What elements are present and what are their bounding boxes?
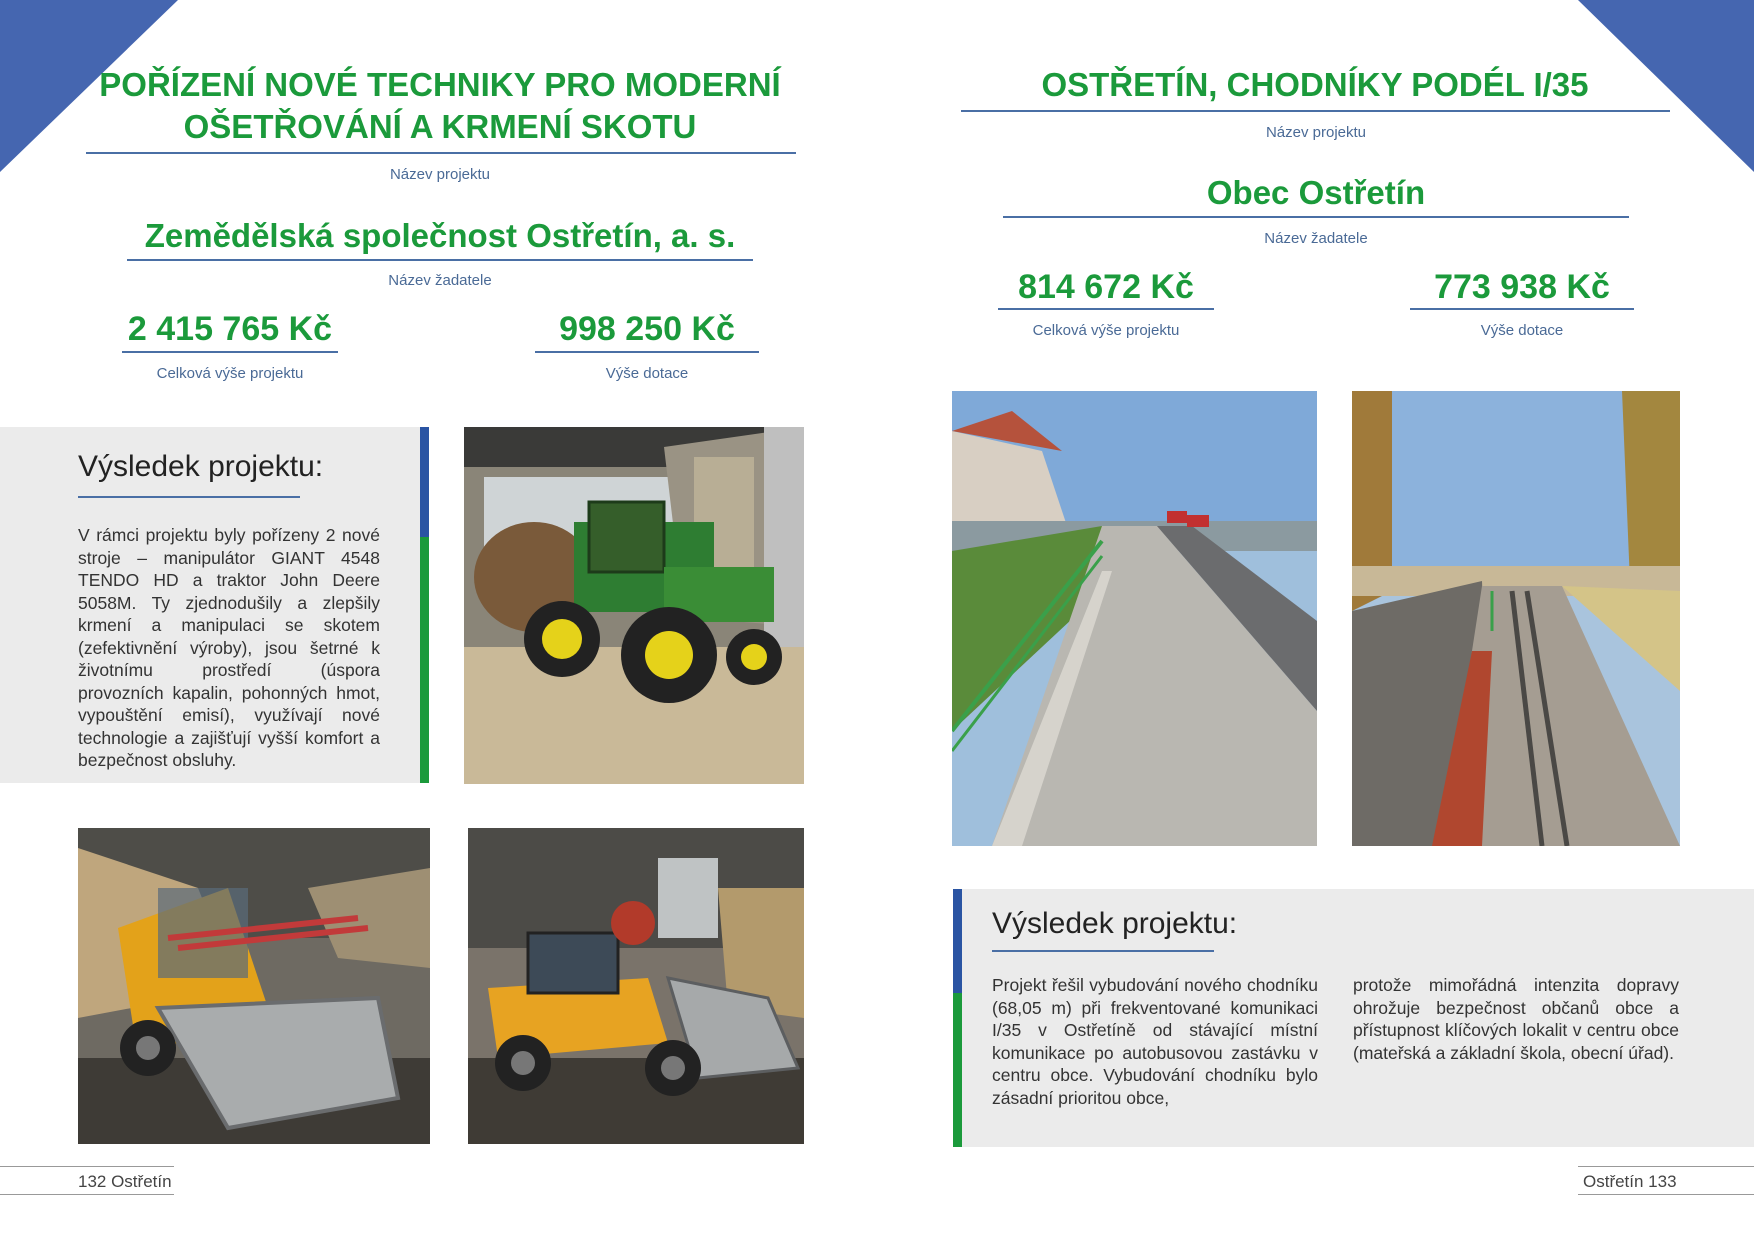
- left-folio-rule-top: [0, 1166, 174, 1167]
- right-project-title-caption: Název projektu: [1265, 124, 1367, 141]
- left-result-text: V rámci projektu byly pořízeny 2 nové stroje – manipulátor GIANT 4548 TENDO HD a traktor John Deere 5058M. Ty zjednodušily a zlepšily krmení a manipulaci se skotem (zefektivnění výroby), jsou šetrné k životnímu prostředí (úspora provozních kapalin, pohonných hmot, vypouštění emisí), využívají nové technologie a zajišťují vyšší komfort a bezpečnost obsluhy.: [78, 525, 380, 770]
- left-result-bar-blue: [420, 427, 429, 537]
- right-result-text-col2: protože mimořádná intenzita dopravy ohrožuje bezpečnost občanů obce a přístupnost klíčových lokalit v centru obce (mateřská a základní škola, obecní úřad).: [1353, 975, 1679, 1063]
- right-applicant-caption: Název žadatele: [1264, 230, 1368, 247]
- right-total-amount: 814 672 Kč: [1018, 268, 1194, 306]
- right-subsidy-amount: 773 938 Kč: [1434, 268, 1610, 306]
- right-total-rule: [998, 308, 1214, 310]
- left-total-rule: [122, 351, 338, 353]
- right-applicant-rule: [1003, 216, 1629, 218]
- tractor-photo: [464, 427, 804, 784]
- left-subsidy-caption: Výše dotace: [605, 365, 689, 382]
- loader-photo-2: [468, 828, 804, 1144]
- left-folio-rule-bottom: [0, 1194, 174, 1195]
- right-subsidy-caption: Výše dotace: [1480, 322, 1564, 339]
- left-project-title-line1: POŘÍZENÍ NOVÉ TECHNIKY PRO MODERNÍ: [99, 66, 781, 103]
- left-project-title-caption: Název projektu: [389, 166, 491, 183]
- left-subsidy-amount: 998 250 Kč: [559, 310, 735, 348]
- left-result-title-rule: [78, 496, 300, 498]
- left-title-rule: [86, 152, 796, 154]
- left-result-bar-green: [420, 537, 429, 783]
- left-applicant-caption: Název žadatele: [388, 272, 492, 289]
- right-subsidy-rule: [1410, 308, 1634, 310]
- right-project-title: OSTŘETÍN, CHODNÍKY PODÉL I/35: [1041, 66, 1589, 103]
- sidewalk-photo-2: [1352, 391, 1680, 846]
- right-folio-rule-bottom: [1578, 1194, 1754, 1195]
- right-result-text-col1: Projekt řešil vybudování nového chodníku (68,05 m) při frekventované komunikaci I/35 v Ostřetíně od stávající místní komunikace po autobusovou zastávku v centru obce. Vybudování chodníku bylo zásadní prioritou obce,: [992, 975, 1318, 1108]
- left-project-title-line2: OŠETŘOVÁNÍ A KRMENÍ SKOTU: [183, 108, 697, 145]
- left-total-caption: Celková výše projektu: [156, 365, 304, 382]
- loader-photo-1: [78, 828, 430, 1144]
- right-title-rule: [961, 110, 1670, 112]
- right-applicant: Obec Ostřetín: [1206, 174, 1426, 211]
- left-result-title: Výsledek projektu:: [78, 450, 324, 483]
- right-folio: Ostřetín 133: [1583, 1172, 1677, 1191]
- left-folio: 132 Ostřetín: [78, 1172, 172, 1191]
- right-result-title-rule: [992, 950, 1214, 952]
- right-folio-rule-top: [1578, 1166, 1754, 1167]
- left-applicant-rule: [127, 259, 753, 261]
- left-subsidy-rule: [535, 351, 759, 353]
- left-total-amount: 2 415 765 Kč: [127, 310, 333, 348]
- right-result-bar-blue: [953, 889, 962, 993]
- right-result-title: Výsledek projektu:: [992, 907, 1238, 940]
- right-total-caption: Celková výše projektu: [1032, 322, 1180, 339]
- sidewalk-photo-1: [952, 391, 1317, 846]
- right-result-bar-green: [953, 993, 962, 1147]
- left-applicant: Zemědělská společnost Ostřetín, a. s.: [144, 217, 736, 254]
